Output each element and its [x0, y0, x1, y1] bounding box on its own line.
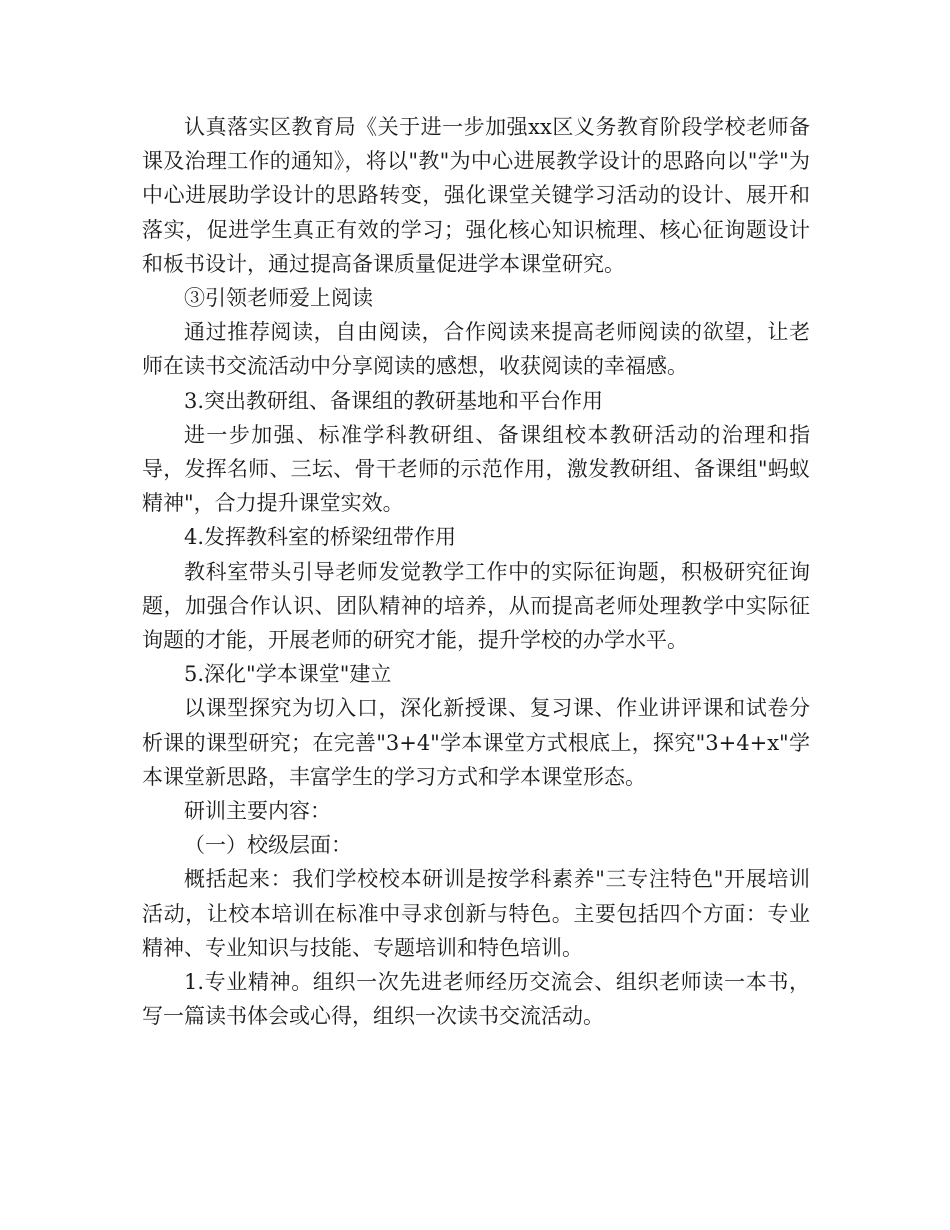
heading-learning-classroom: 5.深化"学本课堂"建立: [184, 662, 392, 687]
paragraph-research-office: 教科室带头引导老师发觉教学工作中的实际征询题，积极研究征询题，加强合作认识、团队精神的培养，从而提高老师处理教学中实际征询题的才能，开展老师的研究才能，提升学校的办学水平。: [142, 559, 810, 653]
heading-main-content: 研训主要内容：: [184, 799, 331, 824]
paragraph-learning-classroom: 以课型探究为切入口，深化新授课、复习课、作业讲评课和试卷分析课的课型研究；在完善"3+4"学本课堂方式根底上，探究"3+4+x"学本课堂新思路，丰富学生的学习方式和学本课堂形态。: [142, 696, 810, 789]
paragraph-professional-spirit: 1.专业精神。组织一次先进老师经历交流会、组织老师读一本书，写一篇读书体会或心得，组织一次读书交流活动。: [142, 970, 810, 1029]
document-body: [142, 110, 810, 1033]
heading-school-level: （一）校级层面：: [184, 833, 352, 858]
paragraph-reading: 通过推荐阅读，自由阅读，合作阅读来提高老师阅读的欲望，让老师在读书交流活动中分享阅读的感想，收获阅读的幸福感。: [142, 320, 810, 379]
paragraph-notice-implementation: 认真落实区教育局《关于进一步加强xx区义务教育阶段学校老师备课及治理工作的通知》，将以"教"为中心进展教学设计的思路向以"学"为中心进展助学设计的思路转变，强化课堂关键学习活动的设计、展开和落实，促进学生真正有效的学习；强化核心知识梳理、核心征询题设计和板书设计，通过提高备课质量促进学本课堂研究。: [142, 115, 810, 276]
paragraph-research-groups: 进一步加强、标准学科教研组、备课组校本教研活动的治理和指导，发挥名师、三坛、骨干老师的示范作用，激发教研组、备课组"蚂蚁精神"，合力提升课堂实效。: [142, 422, 810, 516]
heading-reading: ③引领老师爱上阅读: [184, 286, 373, 311]
heading-research-office: 4.发挥教科室的桥梁纽带作用: [184, 525, 457, 550]
paragraph-summary: 概括起来：我们学校校本研训是按学科素养"三专注特色"开展培训活动，让校本培训在标准中寻求创新与特色。主要包括四个方面：专业精神、专业知识与技能、专题培训和特色培训。: [142, 867, 810, 960]
heading-research-groups: 3.突出教研组、备课组的教研基地和平台作用: [184, 388, 604, 413]
